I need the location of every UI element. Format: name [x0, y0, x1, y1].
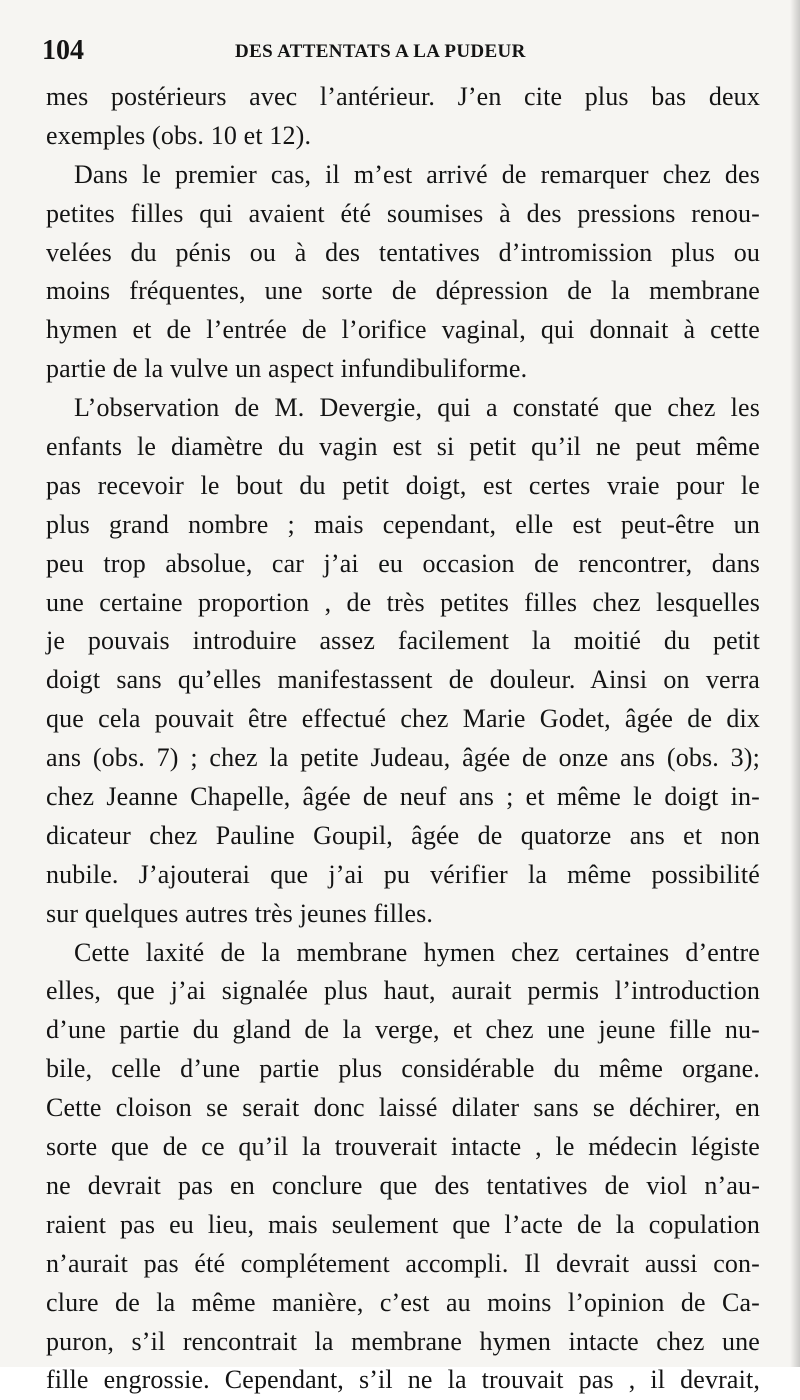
text-line: sur quelques autres très jeunes filles.	[46, 898, 434, 928]
text-line: chez Jeanne Chapelle, âgée de neuf ans ; et même le doigt in-	[46, 782, 760, 812]
text-line: moins fréquentes, une sorte de dépression de la membrane	[46, 276, 760, 306]
text-line: exemples (obs. 10 et 12).	[46, 120, 312, 150]
text-line: ne devrait pas en conclure que des tentatives de viol n’au-	[46, 1170, 760, 1200]
text-line: Cette cloison se serait donc laissé dilater sans se déchirer, en	[46, 1093, 760, 1123]
text-line: raient pas eu lieu, mais seulement que l’acte de la copulation	[46, 1209, 760, 1239]
page-number: 104	[42, 35, 84, 66]
running-head	[42, 34, 758, 68]
text-line: elles, que j’ai signalée plus haut, aurait permis l’introduction	[46, 976, 760, 1006]
text-line: bile, celle d’une partie plus considérable du même organe.	[46, 1054, 760, 1084]
text-line: fille engrossie. Cependant, s’il ne la trouvait pas , il devrait,	[46, 1365, 760, 1395]
text-line: velées du pénis ou à des tentatives d’intromission plus ou	[46, 237, 760, 267]
running-title: DES ATTENTATS A LA PUDEUR	[235, 41, 526, 62]
text-line: n’aurait pas été complétement accompli. Il devrait aussi con-	[46, 1248, 760, 1278]
text-line: nubile. J’ajouterai que j’ai pu vérifier la même possibilité	[46, 859, 760, 889]
text-line: une certaine proportion , de très petites filles chez lesquelles	[46, 587, 760, 617]
text-line: clure de la même manière, c’est au moins l’opinion de Ca-	[46, 1287, 760, 1317]
paragraph-start-line: L’observation de M. Devergie, qui a constaté que chez les	[74, 393, 760, 423]
text-line: mes postérieurs avec l’antérieur. J’en cite plus bas deux	[46, 82, 760, 111]
paragraph-start-line: Dans le premier cas, il m’est arrivé de remarquer chez des	[74, 159, 760, 189]
text-line: plus grand nombre ; mais cependant, elle est peut-être un	[46, 509, 760, 539]
text-line: petites filles qui avaient été soumises à des pressions renou-	[46, 198, 760, 228]
text-line: puron, s’il rencontrait la membrane hymen intacte chez une	[46, 1326, 760, 1356]
text-line: enfants le diamètre du vagin est si petit qu’il ne peut même	[46, 432, 760, 462]
text-line: que cela pouvait être effectué chez Marie Godet, âgée de dix	[46, 704, 760, 734]
text-line: pas recevoir le bout du petit doigt, est certes vraie pour le	[46, 470, 760, 500]
text-line: peu trop absolue, car j’ai eu occasion de rencontrer, dans	[46, 548, 760, 578]
paragraph-start-line: Cette laxité de la membrane hymen chez certaines d’entre	[74, 937, 760, 967]
text-line: partie de la vulve un aspect infundibuliforme.	[46, 354, 528, 384]
text-line: d’une partie du gland de la verge, et chez une jeune fille nu-	[46, 1015, 760, 1045]
text-line: hymen et de l’entrée de l’orifice vaginal, qui donnait à cette	[46, 315, 760, 345]
text-line: dicateur chez Pauline Goupil, âgée de quatorze ans et non	[46, 820, 760, 850]
text-line: je pouvais introduire assez facilement la moitié du petit	[46, 626, 760, 656]
text-line: doigt sans qu’elles manifestassent de douleur. Ainsi on verra	[46, 665, 760, 695]
body-text	[46, 78, 760, 1400]
text-line: ans (obs. 7) ; chez la petite Judeau, âgée de onze ans (obs. 3);	[46, 743, 760, 773]
text-line: sorte que de ce qu’il la trouverait intacte , le médecin légiste	[46, 1132, 760, 1162]
